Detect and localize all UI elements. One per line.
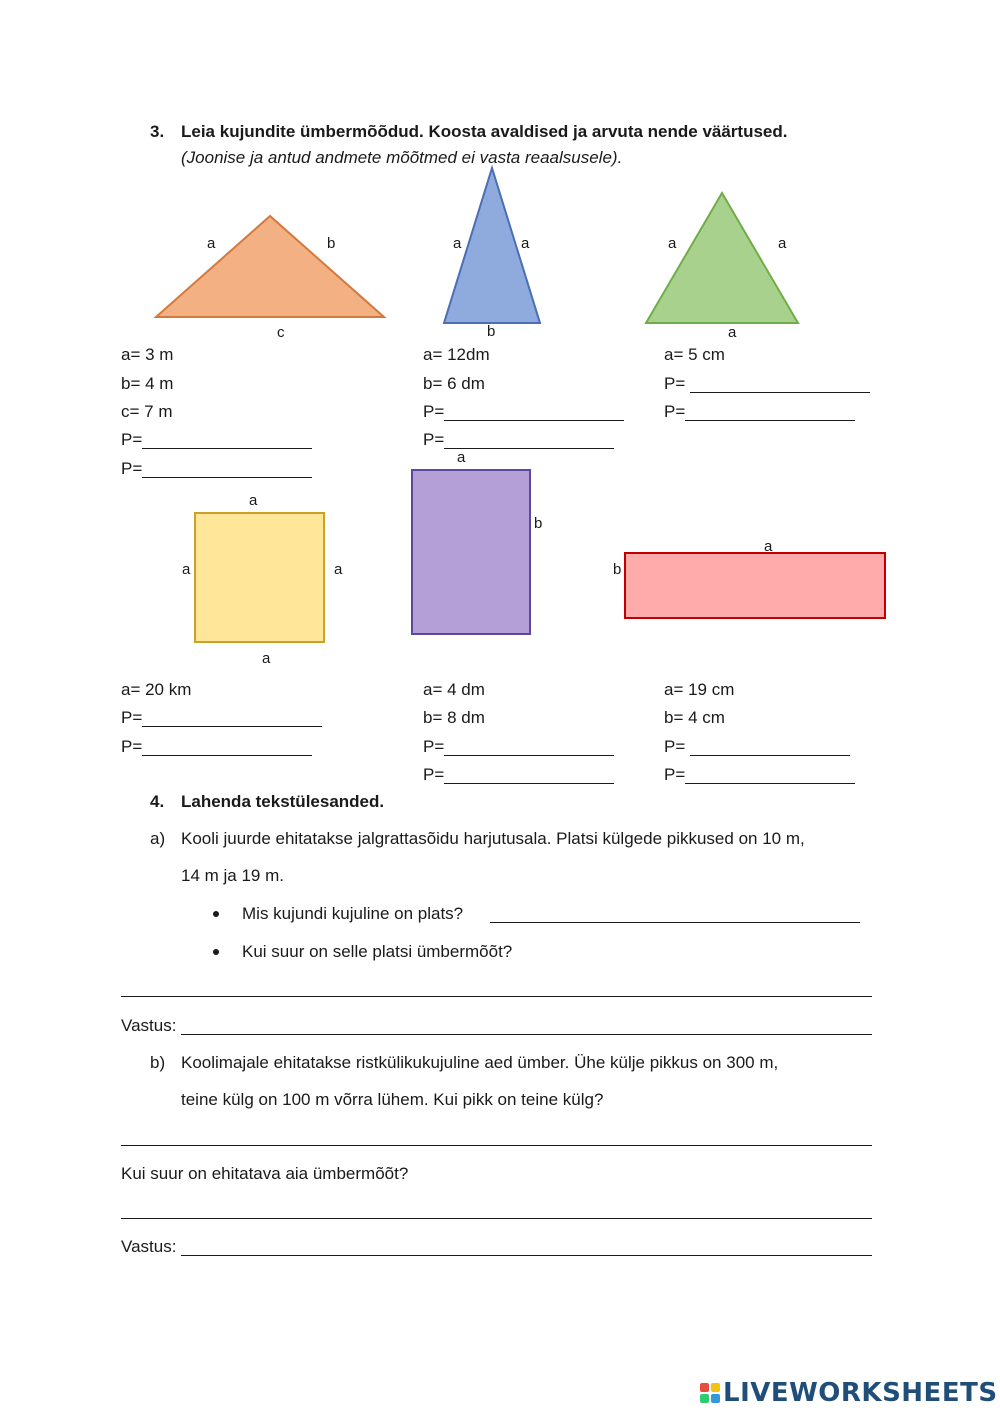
col2-top-a: a= 12dm — [423, 345, 490, 364]
col3-top-p2-answer[interactable] — [685, 402, 855, 421]
task4-b-label: b) — [150, 1053, 166, 1072]
col1-bottom-p2-label: P= — [121, 737, 143, 756]
bullet-1 — [213, 911, 219, 917]
orange-label-b: b — [327, 235, 336, 252]
task4-b-vastus-label: Vastus: — [121, 1237, 177, 1256]
task4-b-question: Kui suur on ehitatava aia ümbermõõt? — [121, 1164, 409, 1183]
task4-b-work-line-1[interactable] — [121, 1144, 872, 1146]
col1-bottom-p1-label: P= — [121, 708, 143, 727]
col2-top-p2-label: P= — [423, 430, 445, 449]
col1-top-c: c= 7 m — [121, 402, 173, 421]
yellow-square — [195, 513, 324, 642]
col3-top-p2-label: P= — [664, 402, 686, 421]
yellow-label-right: a — [334, 561, 343, 578]
col2-bottom-p1-answer[interactable] — [444, 737, 614, 756]
task4-a-work-line[interactable] — [121, 995, 872, 997]
green-label-a-left: a — [668, 235, 677, 252]
task4-a-vastus-answer[interactable] — [181, 1016, 872, 1035]
col1-top-p2-answer[interactable] — [142, 459, 312, 478]
yellow-label-left: a — [182, 561, 191, 578]
liveworksheets-logo — [700, 1378, 998, 1408]
task4-a-label: a) — [150, 829, 166, 848]
col3-bottom-p2-label: P= — [664, 765, 686, 784]
yellow-label-bottom: a — [262, 650, 271, 667]
col2-bottom-p2-label: P= — [423, 765, 445, 784]
task3-number: 3. — [150, 122, 165, 141]
col1-bottom-p2-answer[interactable] — [142, 737, 312, 756]
orange-triangle — [156, 216, 384, 317]
col1-top-p2-label: P= — [121, 459, 143, 478]
red-rectangle — [625, 553, 885, 618]
task4-number: 4. — [150, 792, 165, 811]
col1-bottom-a: a= 20 km — [121, 680, 192, 699]
bullet-2 — [213, 949, 219, 955]
blue-label-a-right: a — [521, 235, 530, 252]
col2-bottom-p2-answer[interactable] — [444, 765, 614, 784]
task4-b-work-line-2[interactable] — [121, 1217, 872, 1219]
col3-bottom-p1-label: P= — [664, 737, 686, 756]
col3-bottom-p2-answer[interactable] — [685, 765, 855, 784]
blue-label-b: b — [487, 323, 496, 340]
col3-bottom-p1-answer[interactable] — [690, 737, 850, 756]
col1-top-p1-label: P= — [121, 430, 143, 449]
col1-top-b: b= 4 m — [121, 374, 174, 393]
orange-label-a: a — [207, 235, 216, 252]
col3-top-a: a= 5 cm — [664, 345, 725, 364]
col2-bottom-p1-label: P= — [423, 737, 445, 756]
task4-a-line1: Kooli juurde ehitatakse jalgrattasõidu harjutusala. Platsi külgede pikkused on 10 m, — [181, 829, 805, 848]
col2-bottom-a: a= 4 dm — [423, 680, 485, 699]
blue-label-a-left: a — [453, 235, 462, 252]
task4-a-line2: 14 m ja 19 m. — [181, 866, 284, 885]
task4-b-vastus-answer[interactable] — [181, 1237, 872, 1256]
task3-title: Leia kujundite ümbermõõdud. Koosta avaldised ja arvuta nende väärtused. — [181, 122, 788, 141]
yellow-label-top: a — [249, 492, 258, 509]
col1-bottom-p1-answer[interactable] — [142, 708, 322, 727]
red-label-a: a — [764, 538, 773, 555]
col2-bottom-b: b= 8 dm — [423, 708, 485, 727]
purple-rectangle — [412, 470, 530, 634]
task4-title: Lahenda tekstülesanded. — [181, 792, 385, 811]
orange-label-c: c — [277, 324, 285, 341]
task4-b-line1: Koolimajale ehitatakse ristkülikukujuline aed ümber. Ühe külje pikkus on 300 m, — [181, 1053, 779, 1072]
green-triangle — [646, 193, 798, 323]
red-label-b: b — [613, 561, 622, 578]
green-label-a-right: a — [778, 235, 787, 252]
logo-icon — [700, 1383, 720, 1403]
col3-bottom-b: b= 4 cm — [664, 708, 725, 727]
col2-top-p1-label: P= — [423, 402, 445, 421]
col2-top-b: b= 6 dm — [423, 374, 485, 393]
task3-subtitle: (Joonise ja antud andmete mõõtmed ei vasta reaalsusele). — [181, 148, 623, 167]
col2-top-p2-answer[interactable] — [444, 430, 614, 449]
green-label-a-bottom: a — [728, 324, 737, 341]
col2-top-p1-answer[interactable] — [444, 402, 624, 421]
purple-label-b: b — [534, 515, 543, 532]
logo-text: LIVEWORKSHEETS — [723, 1378, 998, 1408]
task4-a-vastus-label: Vastus: — [121, 1016, 177, 1035]
col3-bottom-a: a= 19 cm — [664, 680, 735, 699]
purple-label-a: a — [457, 449, 466, 466]
shape-type-answer[interactable] — [490, 904, 860, 923]
col1-top-p1-answer[interactable] — [142, 430, 312, 449]
task4-bullet2: Kui suur on selle platsi ümbermõõt? — [242, 942, 513, 961]
col3-top-p1-answer[interactable] — [690, 374, 870, 393]
task4-b-line2: teine külg on 100 m võrra lühem. Kui pikk on teine külg? — [181, 1090, 604, 1109]
col3-top-p1-label: P= — [664, 374, 686, 393]
col1-top-a: a= 3 m — [121, 345, 174, 364]
task4-bullet1: Mis kujundi kujuline on plats? — [242, 904, 464, 923]
